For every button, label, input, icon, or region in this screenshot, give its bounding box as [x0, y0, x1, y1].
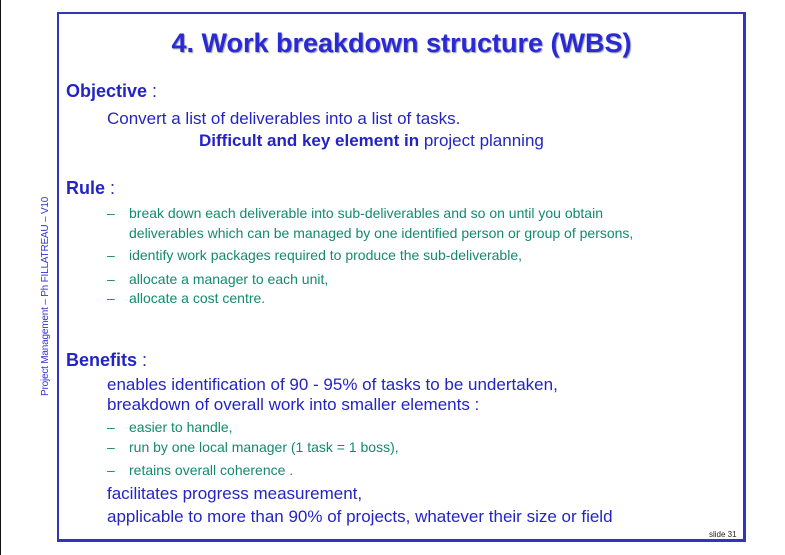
rule-item-1-continued: deliverables which can be managed by one identified person or group of persons,: [129, 225, 634, 241]
benefits-dash-2: –: [107, 439, 115, 455]
benefits-line-3: facilitates progress measurement,: [107, 484, 363, 503]
objective-heading-label: Objective: [66, 81, 148, 101]
benefits-line-4: applicable to more than 90% of projects, whatever their size or field: [107, 507, 613, 526]
slide-title: 4. Work breakdown structure (WBS): [171, 28, 632, 58]
objective-line-2: [199, 131, 544, 151]
benefits-item-1: easier to handle,: [129, 419, 233, 435]
benefits-line-1: enables identification of 90 - 95% of tasks to be undertaken,: [107, 375, 558, 394]
benefits-dash-1: –: [107, 419, 115, 435]
rule-item-3: allocate a manager to each unit,: [129, 271, 329, 287]
benefits-item-3: retains overall coherence .: [129, 462, 294, 478]
rule-dash-1: –: [107, 205, 115, 221]
left-edge-line: [0, 0, 1, 555]
benefits-item-2: run by one local manager (1 task = 1 boss),: [129, 439, 399, 455]
objective-heading: [66, 81, 157, 102]
slide-number: slide 31: [709, 530, 737, 539]
benefits-heading-label: Benefits: [66, 350, 138, 370]
rule-heading: [66, 178, 115, 199]
benefits-heading: [66, 350, 147, 371]
objective-emphasis: Difficult and key element in: [199, 131, 420, 150]
objective-line-1: Convert a list of deliverables into a list of tasks.: [107, 109, 461, 128]
objective-heading-separator: :: [147, 81, 158, 101]
sidebar-footer-text: Project Management – Ph FILLATREAU – V10: [40, 196, 51, 396]
benefits-heading-separator: :: [137, 350, 148, 370]
rule-dash-2: –: [107, 247, 115, 263]
rule-item-4: allocate a cost centre.: [129, 290, 266, 306]
rule-item-1: break down each deliverable into sub-deliverables and so on until you obtain: [129, 205, 603, 221]
rule-item-2: identify work packages required to produce the sub-deliverable,: [129, 247, 523, 263]
rule-heading-label: Rule: [66, 178, 106, 198]
rule-dash-4: –: [107, 290, 115, 306]
rule-dash-3: –: [107, 271, 115, 287]
benefits-dash-3: –: [107, 462, 115, 478]
benefits-line-2: breakdown of overall work into smaller elements :: [107, 395, 480, 414]
objective-line-2-rest: project planning: [419, 131, 544, 150]
rule-heading-separator: :: [105, 178, 116, 198]
